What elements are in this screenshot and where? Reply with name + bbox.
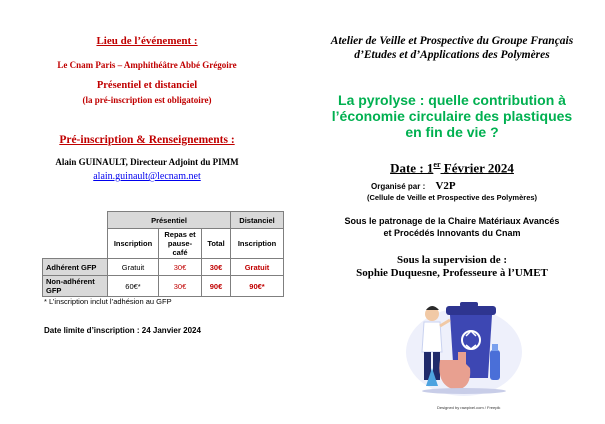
supervisor-name: Sophie Duquesne, Professeure à l’UMET xyxy=(356,267,548,279)
date-rest: Février 2024 xyxy=(440,160,514,176)
cell-repas: 30€ xyxy=(159,276,202,297)
cell-inscription: 60€* xyxy=(108,276,159,297)
col-inscription: Inscription xyxy=(108,229,159,259)
mode-text: Présentiel et distanciel xyxy=(96,80,198,91)
col-repas: Repas et pause-café xyxy=(159,229,202,259)
contact-name: Alain GUINAULT, Directeur Adjoint du PIMM xyxy=(55,157,239,167)
organizer-title: Atelier de Veille et Prospective du Groupe Français d’Etudes et d’Applications des Polymères xyxy=(330,35,574,61)
group-presentiel: Présentiel xyxy=(108,212,231,229)
cell-total: 90€ xyxy=(202,276,231,297)
fees-table xyxy=(42,211,284,297)
cell-distanciel: Gratuit xyxy=(231,259,284,276)
organized-by-value: V2P xyxy=(435,180,456,192)
col-inscription-dist: Inscription xyxy=(231,229,284,259)
col-total: Total xyxy=(202,229,231,259)
date-sup: er xyxy=(433,160,441,169)
patronage-text: Sous le patronage de la Chaire Matériaux Avancés et Procédés Innovants du Cnam xyxy=(344,216,560,238)
recycling-illustration xyxy=(402,290,526,402)
table-row xyxy=(43,276,284,297)
cell-distanciel: 90€* xyxy=(231,276,284,297)
venue-text: Le Cnam Paris – Amphithéâtre Abbé Grégoire xyxy=(57,60,237,70)
cell-total: 30€ xyxy=(202,259,231,276)
registration-deadline: Date limite d’inscription : 24 Janvier 2024 xyxy=(44,326,201,335)
cell-inscription: Gratuit xyxy=(108,259,159,276)
talk-title: La pyrolyse : quelle contribution à l’économie circulaire des plastiques en fin de vie ? xyxy=(331,92,573,140)
row-label: Adhérent GFP xyxy=(43,259,108,276)
organized-by xyxy=(371,180,456,192)
registration-heading: Pré-inscription & Renseignements : xyxy=(59,134,235,146)
contact-email-link[interactable]: alain.guinault@lecnam.net xyxy=(93,171,201,182)
row-label: Non-adhérent GFP xyxy=(43,276,108,297)
organized-by-label: Organisé par : xyxy=(371,182,426,191)
supervision-label: Sous la supervision de : xyxy=(396,254,508,266)
recycling-bin-icon xyxy=(402,290,526,402)
date-label: Date : 1 xyxy=(390,160,434,176)
venue-heading: Lieu de l’événement : xyxy=(96,35,198,47)
mode-note: (la pré-inscription est obligatoire) xyxy=(82,95,212,105)
fee-footnote: * L’inscription inclut l’adhésion au GFP xyxy=(44,297,172,306)
cell-repas: 30€ xyxy=(159,259,202,276)
illustration-credit: Designed by rawpixel.com / Freepik xyxy=(437,405,501,410)
group-distanciel: Distanciel xyxy=(231,212,284,229)
table-row xyxy=(43,259,284,276)
organized-by-full: (Cellule de Veille et Prospective des Polymères) xyxy=(366,193,538,202)
event-date xyxy=(316,160,588,176)
